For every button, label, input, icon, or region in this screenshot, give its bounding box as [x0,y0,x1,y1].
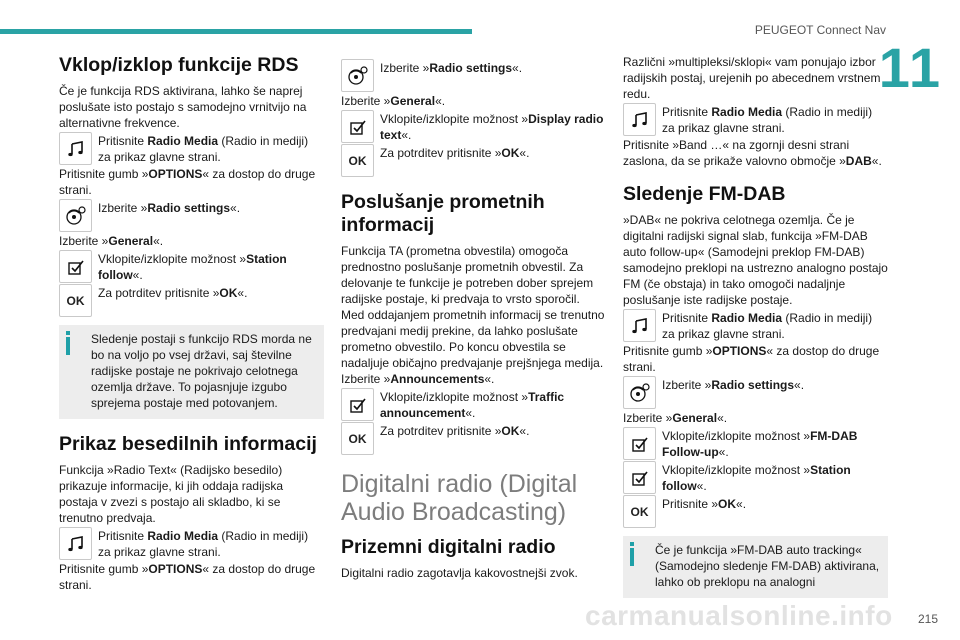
step-radio-media-2: Pritisnite Radio Media (Radio in mediji) za prikaz glavne strani. [59,527,324,560]
step-station-follow: Vklopite/izklopite možnost »Station follow«. [59,250,324,283]
radio-settings-icon [341,59,374,92]
page-number: 215 [917,612,938,626]
band-text: Pritisnite »Band …« na zgornji desni strani zaslona, da se prikaže valovno območje »DAB«. [623,138,882,168]
heading-dab: Digitalni radio (Digital Audio Broadcasting) [341,470,578,526]
ok-icon: OK [59,284,92,317]
options-text-2: Pritisnite gumb »OPTIONS« za dostop do druge strani. [59,562,316,592]
info-icon [66,331,70,355]
step-radio-settings-3: Izberite »Radio settings«. [623,376,888,409]
info-box-fm-dab: Če je funkcija »FM-DAB auto tracking« (Samodejno sledenje FM-DAB) aktivirana, lahko ob preklopu na analogni [623,536,888,598]
heading-text-info: Prikaz besedilnih informacij [59,433,317,455]
announcements-text: Izberite »Announcements«. [341,372,495,386]
header-title: PEUGEOT Connect Nav [754,23,886,37]
options-text-3: Pritisnite gumb »OPTIONS« za dostop do druge strani. [623,344,880,374]
heading-fm-dab: Sledenje FM-DAB [623,183,786,205]
column-3 [623,54,888,608]
step-radio-media-4: Pritisnite Radio Media (Radio in mediji) za prikaz glavne strani. [623,309,888,342]
checkbox-edit-icon [341,110,374,143]
ok-icon: OK [341,144,374,177]
paragraph-fm-dab: »DAB« ne pokriva celotnega ozemlja. Če je digitalni radijski signal slab, funkcija »FM-DAB auto follow-up« (Samodejni preklop FM-DAB) samodejno preklopi na ustrezno analogno postajo FM (če obstaja) in tako omogoči nadaljnje poslušanje iste radijske postaje. [623,213,888,307]
step-radio-media-3: Pritisnite Radio Media (Radio in mediji) za prikaz glavne strani. [623,103,888,136]
step-radio-settings: Izberite »Radio settings«. [59,199,324,232]
column-2 [341,58,606,581]
step-radio-media: Pritisnite Radio Media (Radio in mediji) za prikaz glavne strani. [59,132,324,165]
column-1 [59,54,324,593]
radio-settings-icon [59,199,92,232]
heading-terrestrial: Prizemni digitalni radio [341,536,556,558]
paragraph-traffic: Funkcija TA (prometna obvestila) omogoča prednostno poslušanje prometnih obvestil. Za delovanje te funkcije je potreben dober sprejem radijske postaje, ki predvaja to vrsto sporočil. Med oddajanjem prometnih informacij se trenutno predvajani medij prekine, da lahko poslušate prometno obvestilo. Po koncu obvestila se nadaljuje običajno predvajanje prejšnjega medija. [341,244,605,370]
step-station-follow-2: Vklopite/izklopite možnost »Station follow«. [623,461,888,494]
info-box-rds: Sledenje postaji s funkcijo RDS morda ne bo na voljo po vsej državi, saj številne radijske postaje ne pokrivajo celotnega ozemlja države. To pojasnjuje izgubo sprejema postaje med potovanjem. [59,325,324,419]
checkbox-edit-icon [623,461,656,494]
checkbox-edit-icon [623,427,656,460]
general-text: Izberite »General«. [59,234,164,248]
step-confirm-ok: OK Za potrditev pritisnite »OK«. [59,284,324,317]
step-confirm-ok-3: OK Za potrditev pritisnite »OK«. [341,422,606,455]
paragraph-terrestrial: Digitalni radio zagotavlja kakovostnejši zvok. [341,566,578,580]
checkbox-edit-icon [59,250,92,283]
step-radio-settings-2: Izberite »Radio settings«. [341,59,606,92]
paragraph-rds: Če je funkcija RDS aktivirana, lahko še naprej poslušate isto postajo s samodejno vrnitvijo na alternativne frekvence. [59,84,307,130]
step-traffic-announcement: Vklopite/izklopite možnost »Traffic announcement«. [341,388,606,421]
info-icon [630,542,634,566]
music-note-icon [623,309,656,342]
header-accent-bar [0,29,472,34]
options-text: Pritisnite gumb »OPTIONS« za dostop do druge strani. [59,167,316,197]
step-fm-dab-follow: Vklopite/izklopite možnost »FM-DAB Follow-up«. [623,427,888,460]
paragraph-multiplex: Različni »multipleksi/sklopi« vam ponujajo izbor radijskih postaj, urejenih po abecednem vrstnem redu. [623,55,881,101]
step-confirm-ok-2: OK Za potrditev pritisnite »OK«. [341,144,606,177]
ok-icon: OK [341,422,374,455]
general-text-3: Izberite »General«. [623,411,728,425]
heading-rds: Vklop/izklop funkcije RDS [59,54,299,76]
radio-settings-icon [623,376,656,409]
music-note-icon [59,527,92,560]
ok-icon: OK [623,495,656,528]
step-confirm-ok-4: OK Pritisnite »OK«. [623,495,888,528]
step-display-radio-text: Vklopite/izklopite možnost »Display radio text«. [341,110,606,143]
music-note-icon [623,103,656,136]
watermark: carmanualsonline.info [585,600,893,631]
checkbox-edit-icon [341,388,374,421]
heading-traffic: Poslušanje prometnih informacij [341,191,545,236]
music-note-icon [59,132,92,165]
chapter-number: 11 [878,36,942,99]
paragraph-text-info: Funkcija »Radio Text« (Radijsko besedilo) prikazuje informacije, ki jih oddaja radijska postaja v zvezi s postajo ali skladbo, ki se trenutno predvaja. [59,463,284,525]
general-text-2: Izberite »General«. [341,94,446,108]
